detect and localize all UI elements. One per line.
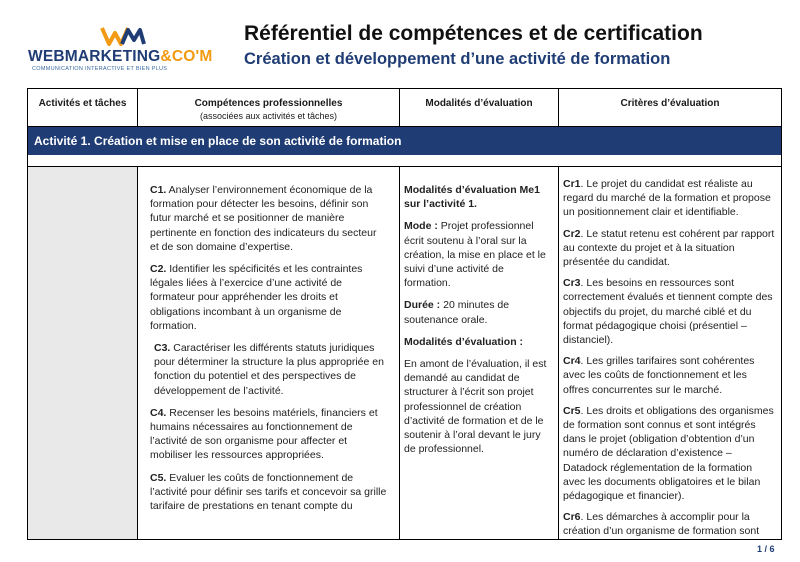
header-competences-sub: (associées aux activités et tâches) [199,111,338,121]
header-activites: Activités et tâches [28,89,138,127]
competence-item: C3. Caractériser les différents statuts juridiques pour déterminer la structure la plus appropriée en fonction du potentiel et des perspectives de développement de l’activité. [154,342,384,397]
logo-tagline: COMMUNICATION INTERACTIVE ET BIEN PLUS [32,66,168,72]
header-criteres: Critères d’évaluation [559,89,781,127]
competence-item: C1. Analyser l’environnement économique de la formation pour détecter les besoins, définir son futur marché et se positionner de manière pertinente en fonction des indicateurs du secteur et de son domaine d’expertise. [150,184,377,253]
company-logo [28,26,218,76]
document-subtitle: Création et développement d’une activité de formation [244,50,671,68]
critere-item: Cr3. Les besoins en ressources sont correctement évalués et tiennent compte des objectifs du projet, du marché ciblé et du format pédagogique choisi (présentiel – distanciel). [563,277,773,347]
competence-item: C5. Evaluer les coûts de fonctionnement de l’activité pour définir ses tarifs et concevoir sa grille tarifaire de prestations en tenant compte du [150,471,387,513]
header-competences: Compétences professionnelles (associées aux activités et tâches) [138,89,400,127]
row-spacer [28,155,781,167]
header-modalites: Modalités d’évaluation [400,89,559,127]
modalites-cell [400,167,559,540]
competency-table [27,88,782,540]
page-number: 1 / 6 [757,544,775,554]
modalites-heading-2: Modalités d’évaluation : [404,335,524,348]
critere-item: Cr4. Les grilles tarifaires sont cohérentes avec les coûts de fonctionnement et les offres concurrentes sur le marché. [563,355,755,396]
critere-item: Cr6. Les démarches à accomplir pour la création d’un organisme de formation sont [563,511,760,538]
competence-item: C2. Identifier les spécificités et les contraintes légales liées à l’exercice d’une activité de formateur pour appréhender les droits et obligations incombant à un organisme de formation. [150,263,363,332]
activites-cell [28,167,138,540]
critere-item: Cr5. Les droits et obligations des organismes de formation sont connus et sont intégrés dans le projet (obligation d’obtention d’un numéro de déclaration d’existence – Datadock réglementation de la formation avec les documents obligatoires et le bilan pédagogique et financier). [563,404,774,503]
modalites-heading: Modalités d’évaluation Me1 sur l’activité 1. [404,184,540,211]
activity-title-bar: Activité 1. Création et mise en place de son activité de formation [28,127,781,155]
competences-cell [138,167,400,540]
critere-item: Cr2. Le statut retenu est cohérent par rapport au contexte du projet et à la situation présentée du candidat. [563,227,775,269]
logo-wordmark: WEBMARKETING&CO'M [28,48,213,65]
modalites-duree: Durée : 20 minutes de soutenance orale. [404,299,510,326]
document-title: Référentiel de compétences et de certification [244,22,703,45]
wm-logo-icon [100,26,146,46]
criteres-cell [559,167,781,540]
competence-item: C4. Recenser les besoins matériels, financiers et humains nécessaires au fonctionnement de l’activité de son organisme pour affecter et mobiliser les ressources appropriées. [150,406,378,462]
critere-item: Cr1. Le projet du candidat est réaliste au regard du marché de la formation et propose un positionnement clair et identifiable. [563,178,771,219]
modalites-text: En amont de l’évaluation, il est demandé au candidat de structurer à l’écrit son projet professionnel de création d’activité de formation et de le soutenir à l’oral devant le jury de professionnel. [404,358,547,456]
modalites-mode: Mode : Projet professionnel écrit soutenu à l’oral sur la création, la mise en place et le suivi d’une activité de formation. [404,220,546,290]
